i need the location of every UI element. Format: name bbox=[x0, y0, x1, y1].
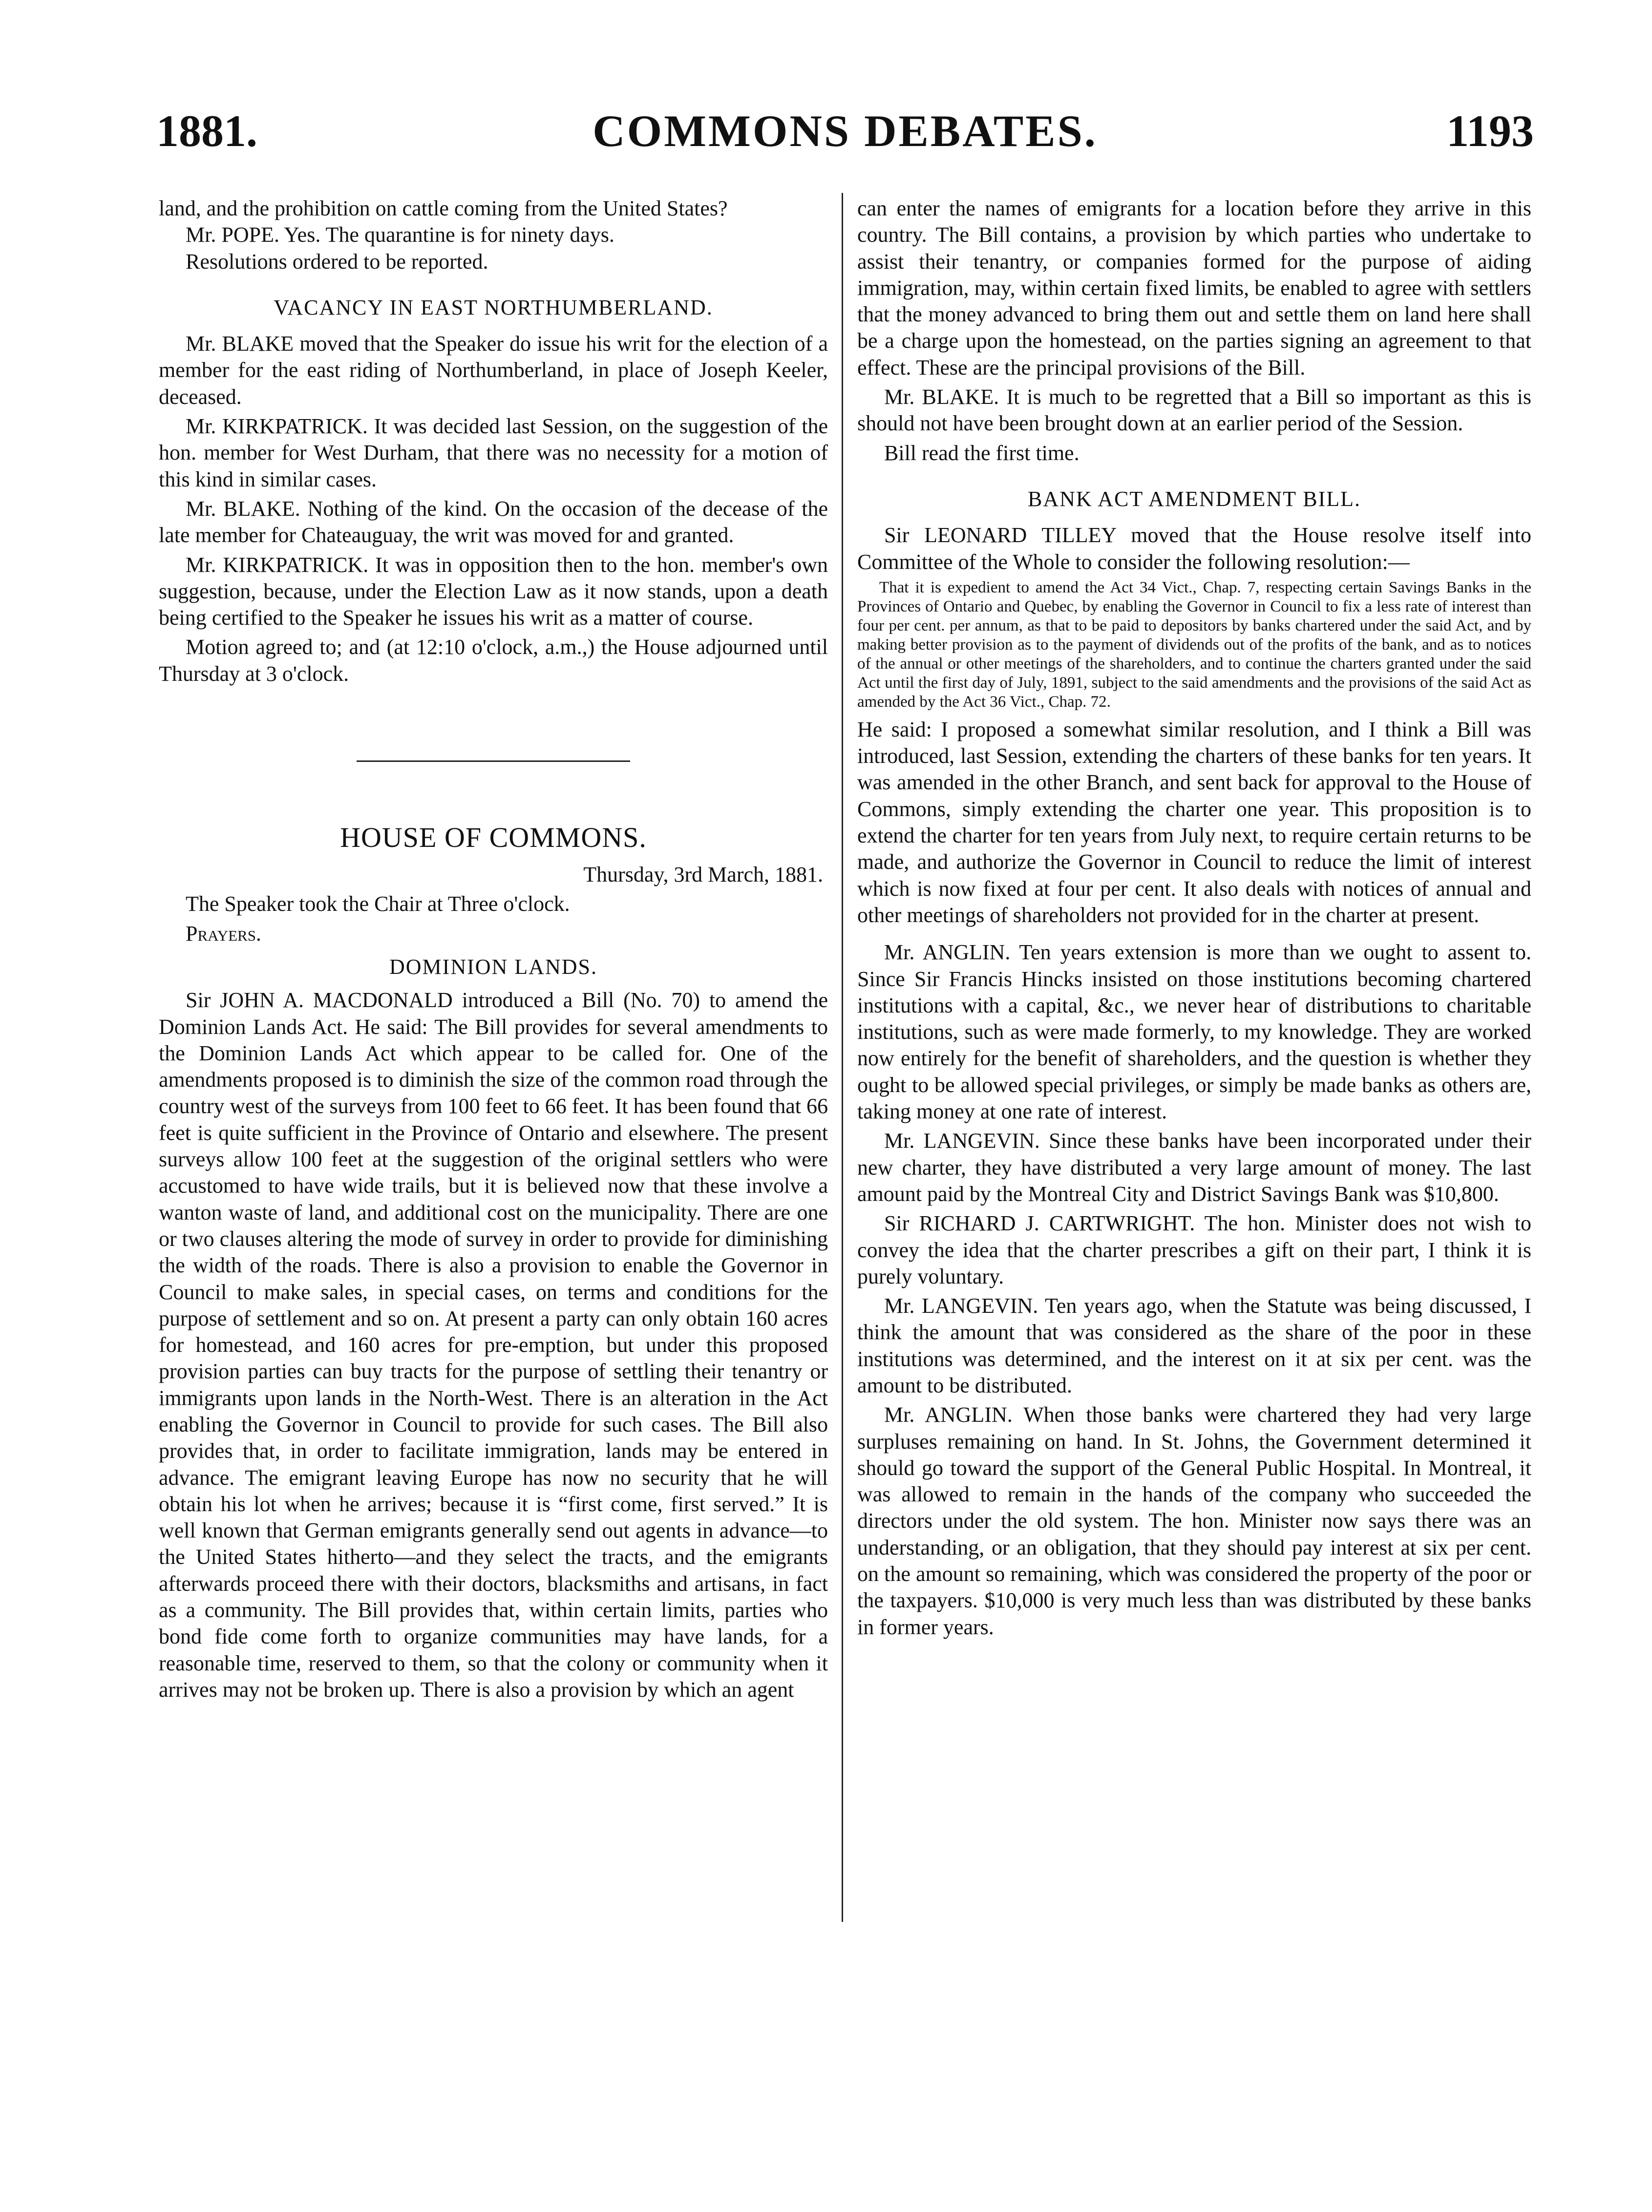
paragraph: Mr. POPE. Yes. The quarantine is for ninety days. bbox=[186, 223, 614, 247]
house-heading: HOUSE OF COMMONS. bbox=[340, 822, 647, 854]
paragraph: Sir JOHN A. MACDONALD introduced a Bill (No. 70) to amend the Dominion Lands Act. He said: The Bill provides for several amendments to the Dominion Lands Act which appear to be called for. One of the amendments proposed is to diminish the size of the common road through the country west of the surveys from 100 feet to 66 feet. It has been found that 66 feet is quite sufficient in the Province of Ontario and elsewhere. The present surveys allow 100 feet at the suggestion of the original settlers who were accustomed to have wide trails, but it is believed now that these involve a wanton waste of land, and additional cost on the municipality. There are one or two clauses altering the mode of survey in order to provide for diminishing the width of the roads. There is also a provision to enable the Governor in Council to make sales, in special cases, on terms and conditions for the purpose of settlement and so on. At present a party can only obtain 160 acres for homestead, and 160 acres for pre-emption, but under this proposed provision parties can buy tracts for the purpose of settling their tenantry or immigrants upon lands in the North-West. There is an alteration in the Act enabling the Governor in Council to provide for such cases. The Bill also provides that, in order to facilitate immigration, lands may be entered in advance. The emigrant leaving Europe has now no security that he will obtain his lot when he arrives; because it is “first come, first served.” It is well known that German emigrants generally send out agents in advance—to the United States hitherto—and they select the tracts, and the emigrants afterwards proceed there with their doctors, blacksmiths and artisans, in fact as a community. The Bill provides that, within certain limits, parties who bond fide come forth to organize communities may have lands, for a reasonable time, reserved to them, so that the colony or community when it arrives may not be broken up. There is also a provision by which an agent bbox=[159, 988, 828, 1702]
section-heading: VACANCY IN EAST NORTHUMBERLAND. bbox=[274, 295, 713, 319]
paragraph: Mr. KIRKPATRICK. It was decided last Session, on the suggestion of the hon. member for West Durham, that there was no necessity for a motion of this kind in similar cases. bbox=[159, 414, 828, 491]
prayers-label: Prayers. bbox=[186, 921, 261, 946]
header-title: COMMONS DEBATES. bbox=[593, 106, 1098, 156]
paragraph: Mr. ANGLIN. When those banks were chartered they had very large surpluses remaining on hand. In St. Johns, the Government determined it should go toward the support of the General Public Hospital. In Montreal, it was allowed to remain in the hands of the company who succeeded the directors under the old system. The hon. Minister now says there was an understanding, or an obligation, that they should pay interest at six per cent. on the amount so remaining, which was considered the property of the poor or the taxpayers. $10,000 is very much less than was distributed by these banks in former years. bbox=[857, 1403, 1531, 1639]
sitting-date: Thursday, 3rd March, 1881. bbox=[583, 863, 823, 887]
resolution-text: That it is expedient to amend the Act 34 Vict., Chap. 7, respecting certain Savings Banks in the Provinces of Ontario and Quebec, by enabling the Governor in Council to fix a less rate of interest than four per cent. per annum, as that to be paid to depositors by banks chartered under the said Act, and by making better provision as to the payment of dividends out of the profits of the bank, and as to notices of the annual or other meetings of the shareholders, and to continue the charters granted under the said Act until the first day of July, 1891, subject to the said amendments and the provisions of the said Act as amended by the Act 36 Vict., Chap. 72. bbox=[857, 578, 1531, 711]
paragraph: Motion agreed to; and (at 12:10 o'clock, a.m.,) the House adjourned until Thursday at 3 o'clock. bbox=[159, 635, 828, 686]
paragraph: Bill read the first time. bbox=[884, 441, 1080, 465]
page-header bbox=[156, 105, 1534, 159]
header-year: 1881. bbox=[156, 106, 257, 156]
paragraph: Sir RICHARD J. CARTWRIGHT. The hon. Minister does not wish to convey the idea that the charter prescribes a gift on their part, I think it is purely voluntary. bbox=[857, 1211, 1531, 1288]
paragraph: Mr. BLAKE. It is much to be regretted that a Bill so important as this is should not have been brought down at an earlier period of the Session. bbox=[857, 385, 1531, 436]
right-column bbox=[857, 195, 1531, 1641]
paragraph: He said: I proposed a somewhat similar resolution, and I think a Bill was introduced, last Session, extending the charters of these banks for ten years. It was amended in the other Branch, and sent back for approval to the House of Commons, simply extending the charter one year. This proposition is to extend the charter for ten years from July next, to require certain returns to be made, and authorize the Governor in Council to reduce the limit of interest which is now fixed at four per cent. It also deals with notices of annual and other meetings of shareholders not provided for in the charter at present. bbox=[857, 717, 1531, 927]
paragraph: The Speaker took the Chair at Three o'clock. bbox=[186, 892, 570, 916]
left-column bbox=[159, 195, 828, 1703]
column-divider bbox=[842, 193, 843, 1922]
paragraph: can enter the names of emigrants for a location before they arrive in this country. The Bill contains, a provision by which parties who undertake to assist their tenantry, or companies formed for the purpose of aiding immigration, may, within certain fixed limits, be enabled to agree with settlers that the money advanced to bring them out and settle them on land here shall be a charge upon the homestead, on the parties signing an agreement to that effect. These are the principal provisions of the Bill. bbox=[857, 196, 1531, 379]
paragraph: Mr. LANGEVIN. Ten years ago, when the Statute was being discussed, I think the amount that was considered as the share of the poor in these institutions was determined, and the interest on it at six per cent. was the amount to be distributed. bbox=[857, 1294, 1531, 1397]
header-page-number: 1193 bbox=[1446, 106, 1534, 156]
paragraph: land, and the prohibition on cattle coming from the United States? bbox=[159, 196, 728, 220]
paragraph: Resolutions ordered to be reported. bbox=[186, 249, 488, 274]
section-heading: BANK ACT AMENDMENT BILL. bbox=[1028, 486, 1361, 511]
paragraph: Mr. BLAKE moved that the Speaker do issue his writ for the election of a member for the east riding of Northumberland, in place of Joseph Keeler, deceased. bbox=[159, 332, 828, 409]
paragraph: Mr. KIRKPATRICK. It was in opposition then to the hon. member's own suggestion, because, under the Election Law as it now stands, upon a death being certified to the Speaker he issues his writ as a matter of course. bbox=[159, 552, 828, 630]
section-rule bbox=[357, 760, 630, 762]
paragraph: Sir LEONARD TILLEY moved that the House resolve itself into Committee of the Whole to consider the following resolution:— bbox=[857, 523, 1531, 574]
section-heading: DOMINION LANDS. bbox=[389, 954, 597, 979]
paragraph: Mr. ANGLIN. Ten years extension is more than we ought to assent to. Since Sir Francis Hincks insisted on those institutions becoming chartered institutions with a capital, &c., we never hear of distributions to charitable institutions, such as were made formerly, to my knowledge. They are worked now entirely for the benefit of shareholders, and the question is whether they ought to be allowed special privileges, or simply be made banks as others are, taking money at one rate of interest. bbox=[857, 940, 1531, 1124]
paragraph: Mr. LANGEVIN. Since these banks have been incorporated under their new charter, they have distributed a very large amount of money. The last amount paid by the Montreal City and District Savings Bank was $10,800. bbox=[857, 1129, 1531, 1206]
paragraph: Mr. BLAKE. Nothing of the kind. On the occasion of the decease of the late member for Chateauguay, the writ was moved for and granted. bbox=[159, 496, 828, 548]
